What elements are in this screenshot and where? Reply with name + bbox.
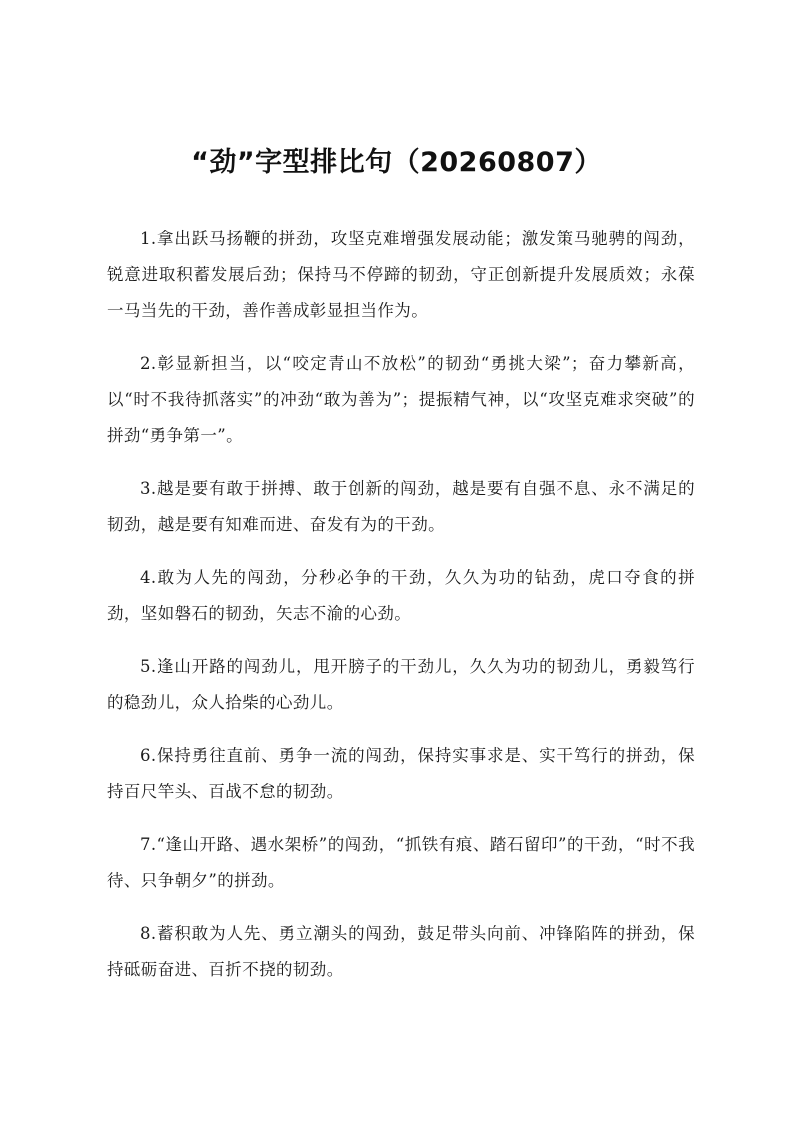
paragraph-6: 6.保持勇往直前、勇争一流的闯劲，保持实事求是、实干笃行的拼劲，保持百尺竿头、百战不怠的韧劲。 [107,746,695,801]
paragraph-7: 7.“逢山开路、遇水架桥”的闯劲，“抓铁有痕、踏石留印”的干劲，“时不我待、只争朝夕”的拼劲。 [107,835,695,890]
paragraph-2: 2.彰显新担当，以“咬定青山不放松”的韧劲“勇挑大梁”；奋力攀新高，以“时不我待抓落实”的冲劲“敢为善为”；提振精气神，以“攻坚克难求突破”的拼劲“勇争第一”。 [107,354,695,445]
paragraph-4: 4.敢为人先的闯劲，分秒必争的干劲，久久为功的钻劲，虎口夺食的拼劲，坚如磐石的韧劲，矢志不渝的心劲。 [107,568,695,623]
paragraph-3: 3.越是要有敢于拼搏、敢于创新的闯劲，越是要有自强不息、永不满足的韧劲，越是要有知难而进、奋发有为的干劲。 [107,479,695,534]
page-title: “劲”字型排比句（20260807） [191,147,602,178]
paragraph-5: 5.逢山开路的闯劲儿，甩开膀子的干劲儿，久久为功的韧劲儿，勇毅笃行的稳劲儿，众人拾柴的心劲儿。 [107,657,695,712]
paragraph-8: 8.蓄积敢为人先、勇立潮头的闯劲，鼓足带头向前、冲锋陷阵的拼劲，保持砥砺奋进、百折不挠的韧劲。 [107,924,695,979]
paragraph-1: 1.拿出跃马扬鞭的拼劲，攻坚克难增强发展动能；激发策马驰骋的闯劲，锐意进取积蓄发展后劲；保持马不停蹄的韧劲，守正创新提升发展质效；永葆一马当先的干劲，善作善成彰显担当作为。 [107,229,695,320]
document-body [107,221,695,1005]
